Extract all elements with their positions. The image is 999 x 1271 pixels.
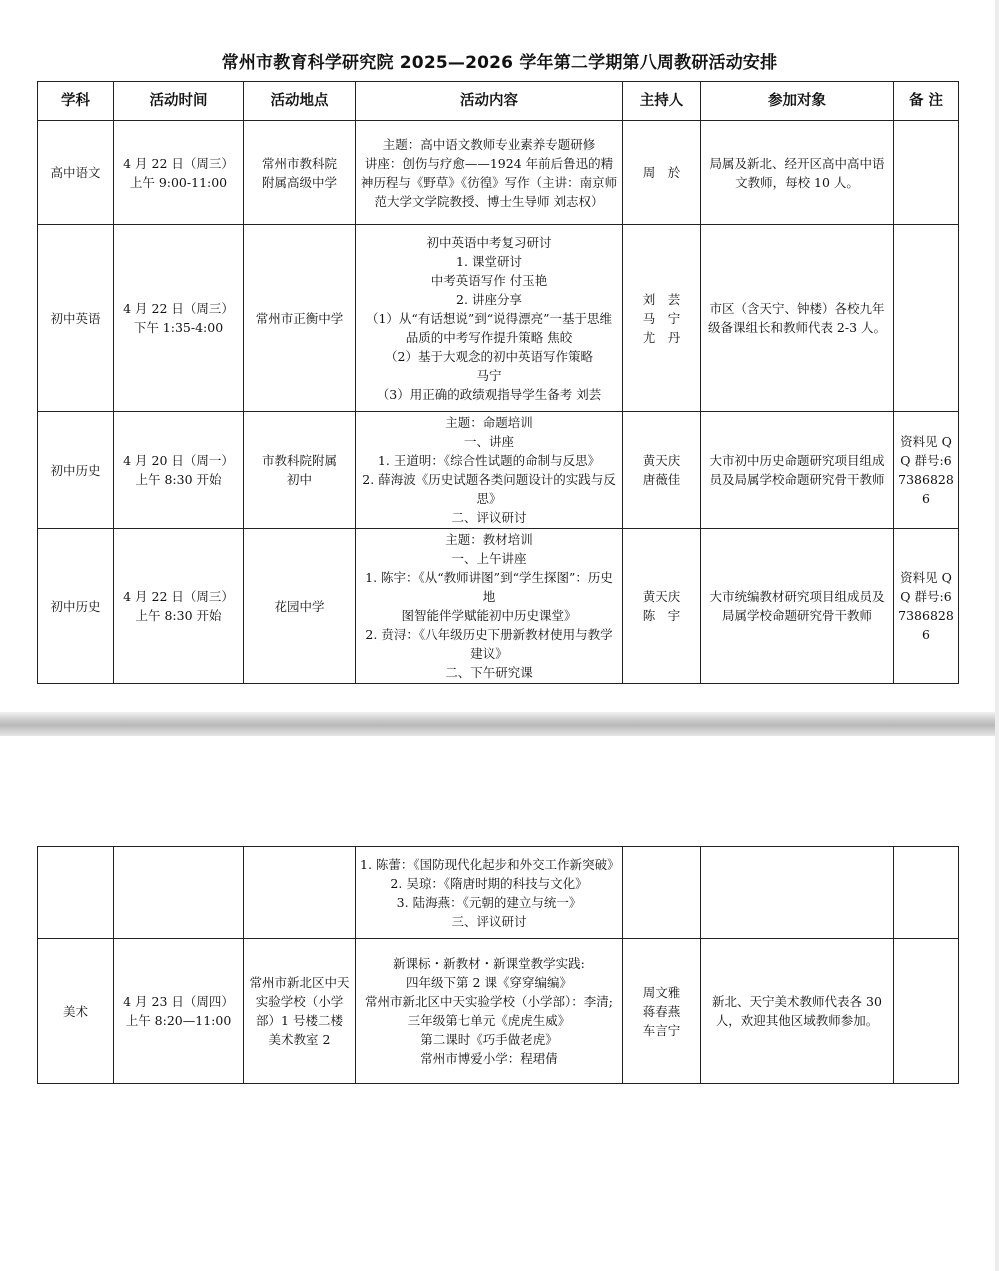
table-row	[38, 529, 959, 684]
cell-line: 上午 8:30 开始	[135, 472, 222, 487]
cell-line: 大市初中历史命题研究项目组成员及局属学校命题研究骨干教师	[709, 453, 885, 487]
cell-note	[894, 847, 959, 939]
cell-line: 4 月 23 日（周四）	[123, 994, 234, 1009]
cell-line: 局属及新北、经开区高中高中语文教师，每校 10 人。	[709, 155, 885, 190]
cell-line: 蒋春燕	[642, 1003, 681, 1019]
cell-line: 上午 8:30 开始	[135, 608, 222, 623]
cell-note	[894, 121, 959, 225]
header-content: 活动内容	[356, 82, 623, 121]
cell-subject: 初中英语	[38, 225, 114, 412]
cell-line: 常州市教科院	[261, 155, 337, 171]
cell-line: 3. 陆海燕：《元朝的建立与统一》	[396, 894, 582, 910]
cell-line: 上午 9:00-11:00	[129, 174, 228, 190]
cell-line: 尤 丹	[642, 329, 681, 345]
cell-line: 1. 课堂研讨	[456, 253, 522, 269]
cell-time	[114, 121, 244, 225]
cell-place	[244, 529, 356, 684]
cell-host	[623, 529, 701, 684]
cell-line: 陈 宇	[642, 608, 681, 623]
cell-time	[114, 939, 244, 1084]
cell-line: 周文雅	[642, 984, 681, 1000]
cell-line: 初中	[286, 472, 312, 487]
cell-line: 马宁	[476, 367, 502, 383]
cell-host	[623, 121, 701, 225]
cell-line: 资料见 QQ 群号:673868286	[898, 570, 954, 642]
table-row	[38, 939, 959, 1084]
document-page-2	[0, 736, 999, 1271]
cell-line: 上午 8:20—11:00	[125, 1013, 232, 1028]
cell-line: 四年级下第 2 课《穿穿编编》	[406, 975, 572, 990]
cell-line: 常州市新北区中天实验学校（小学部）1 号楼二楼	[249, 975, 350, 1028]
cell-participants	[701, 939, 894, 1084]
cell-subject: 美术	[38, 939, 114, 1084]
cell-time	[114, 847, 244, 939]
cell-line: 1. 陈宇：《从“教师讲图”到“学生探图”：历史地	[365, 570, 613, 604]
cell-line: 市教科院附属	[261, 453, 337, 468]
cell-host	[623, 225, 701, 412]
header-participants: 参加对象	[701, 82, 894, 121]
cell-line: 下午 1:35-4:00	[133, 320, 224, 335]
header-subject: 学科	[38, 82, 114, 121]
cell-line: 市区（含天宁、钟楼）各校九年级备课组长和教师代表 2-3 人。	[707, 301, 887, 335]
cell-line: （3）用正确的政绩观指导学生备考 刘芸	[376, 386, 602, 402]
cell-line: 4 月 22 日（周三）	[123, 301, 234, 316]
table-header-row	[38, 82, 959, 121]
header-host: 主持人	[623, 82, 701, 121]
cell-content	[356, 939, 623, 1084]
cell-host	[623, 412, 701, 529]
cell-line: 4 月 20 日（周一）	[123, 453, 234, 468]
schedule-table	[37, 81, 959, 684]
cell-line: 刘 芸	[642, 291, 681, 307]
cell-content	[356, 121, 623, 225]
cell-line: 黄天庆	[642, 589, 681, 604]
cell-place	[244, 847, 356, 939]
cell-participants	[701, 225, 894, 412]
cell-line: 二、评议研讨	[451, 510, 527, 525]
header-time: 活动时间	[114, 82, 244, 121]
cell-line: 常州市正衡中学	[255, 310, 344, 326]
cell-place	[244, 939, 356, 1084]
cell-line: （1）从“有话想说”到“说得漂亮”一基于思维品质的中考写作提升策略 焦皎	[365, 310, 612, 345]
table-row	[38, 847, 959, 939]
table-row	[38, 412, 959, 529]
cell-line: 常州市新北区中天实验学校（小学部）：李清;	[365, 994, 613, 1009]
cell-line: 资料见 QQ 群号:673868286	[898, 434, 954, 506]
cell-line: 4 月 22 日（周三）	[123, 155, 234, 171]
header-place: 活动地点	[244, 82, 356, 121]
cell-line: 主题：教材培训	[445, 532, 533, 547]
cell-time	[114, 412, 244, 529]
cell-line: 三年级第七单元《虎虎生威》	[407, 1013, 571, 1028]
table-row	[38, 225, 959, 412]
cell-host	[623, 847, 701, 939]
cell-line: 车言宁	[642, 1022, 681, 1038]
cell-place	[244, 121, 356, 225]
cell-line: 三、评议研讨	[451, 913, 527, 929]
cell-subject	[38, 847, 114, 939]
cell-line: 附属高级中学	[261, 174, 337, 190]
cell-line: 新课标・新教材・新课堂教学实践:	[393, 956, 585, 971]
cell-line: 一、上午讲座	[451, 551, 527, 566]
table-row	[38, 121, 959, 225]
cell-note	[894, 412, 959, 529]
cell-line: 主题：高中语文教师专业素养专题研修	[382, 136, 596, 152]
cell-line: 2. 薛海波《历史试题各类问题设计的实践与反思》	[362, 472, 616, 506]
cell-line: 讲座：创伤与疗愈——1924 年前后鲁迅的精神历程与《野草》《彷徨》写作（主讲：南京师范大学文学院教授、博士生导师 刘志权）	[360, 155, 618, 209]
cell-line: 二、下午研究课	[445, 665, 533, 680]
cell-content	[356, 529, 623, 684]
cell-line: 1. 陈蕾：《国防现代化起步和外交工作新突破》	[360, 856, 620, 872]
cell-note	[894, 529, 959, 684]
cell-line: 第二课时《巧手做老虎》	[420, 1032, 558, 1047]
scroll-edge	[995, 0, 999, 1271]
cell-content	[356, 412, 623, 529]
cell-line: 2. 讲座分享	[456, 291, 522, 307]
cell-line: 主题：命题培训	[445, 415, 533, 430]
cell-line: 图智能伴学赋能初中历史课堂》	[401, 608, 577, 623]
cell-participants	[701, 121, 894, 225]
cell-line: 2. 贲浔：《八年级历史下册新教材使用与教学建议》	[365, 627, 613, 661]
header-note: 备 注	[894, 82, 959, 121]
cell-line: 花园中学	[274, 598, 325, 614]
cell-line: 一、讲座	[463, 434, 514, 449]
cell-line: 周 於	[642, 165, 681, 180]
cell-note	[894, 225, 959, 412]
cell-place	[244, 412, 356, 529]
cell-line: 常州市博爱小学：程珺倩	[420, 1051, 558, 1066]
cell-line: 初中英语中考复习研讨	[426, 234, 552, 250]
cell-participants	[701, 847, 894, 939]
cell-line: 马 宁	[642, 310, 681, 326]
cell-line: 新北、天宁美术教师代表各 30 人，欢迎其他区域教师参加。	[712, 994, 882, 1028]
cell-subject: 初中历史	[38, 529, 114, 684]
cell-place	[244, 225, 356, 412]
cell-participants	[701, 412, 894, 529]
page-separator	[0, 712, 999, 736]
cell-time	[114, 225, 244, 412]
cell-line: 2. 吴琼：《隋唐时期的科技与文化》	[390, 875, 588, 891]
document-title: 常州市教育科学研究院 2025—2026 学年第二学期第八周教研活动安排	[221, 53, 778, 73]
cell-line: 黄天庆	[642, 453, 681, 468]
cell-line: 1. 王道明：《综合性试题的命制与反思》	[377, 453, 601, 468]
cell-line: 大市统编教材研究项目组成员及局属学校命题研究骨干教师	[709, 589, 885, 623]
cell-host	[623, 939, 701, 1084]
schedule-table-continued	[37, 846, 959, 1084]
cell-subject: 高中语文	[38, 121, 114, 225]
cell-line: 4 月 22 日（周三）	[123, 589, 234, 604]
cell-line: 美术教室 2	[268, 1032, 331, 1047]
cell-content	[356, 225, 623, 412]
cell-line: 中考英语写作 付玉艳	[430, 272, 548, 288]
cell-time	[114, 529, 244, 684]
cell-content	[356, 847, 623, 939]
cell-line: 唐薇佳	[642, 472, 681, 487]
cell-note	[894, 939, 959, 1084]
cell-line: （2）基于大观念的初中英语写作策略	[385, 348, 593, 364]
cell-subject: 初中历史	[38, 412, 114, 529]
cell-participants	[701, 529, 894, 684]
